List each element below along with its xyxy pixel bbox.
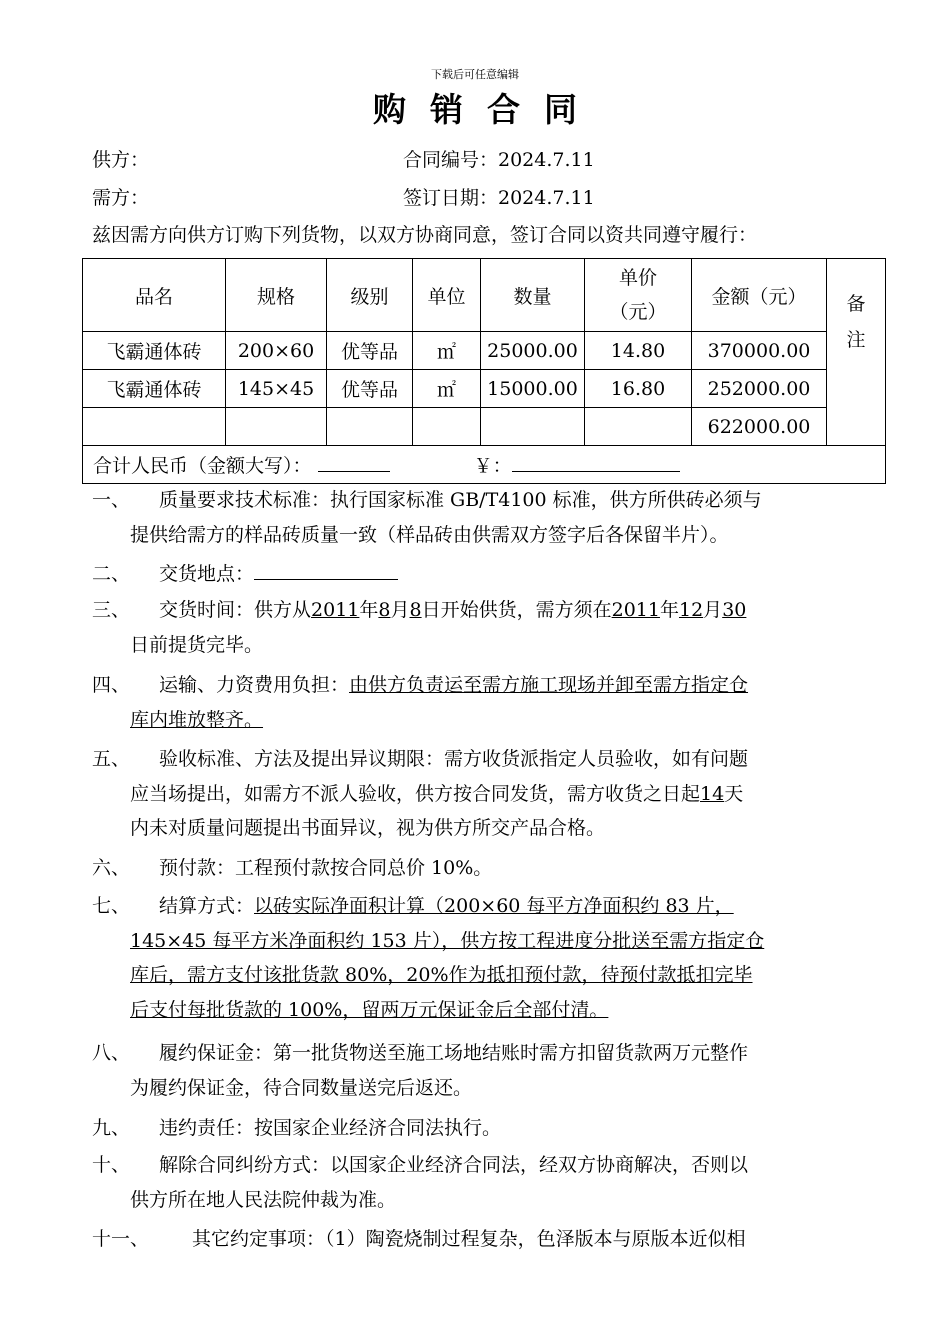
- clause-text: 由供方负责运至需方施工现场并卸至需方指定仓: [349, 674, 749, 696]
- clause-text: 日前提货完毕。: [130, 633, 264, 656]
- contract-number: 合同编号：2024.7.11: [403, 149, 595, 171]
- total-rmb-label: 合计人民币（金额大写）：: [93, 455, 312, 477]
- clause-6: [92, 851, 872, 886]
- header-unit: 单位: [413, 259, 481, 332]
- supplier-label: 供方：: [92, 149, 150, 171]
- row-qty: 15000.00: [481, 370, 585, 408]
- amount-figure-blank[interactable]: [512, 453, 680, 472]
- row-spec: 200×60: [226, 332, 327, 370]
- clause-7: [92, 889, 872, 1027]
- start-day: 8: [409, 599, 422, 621]
- clause-text: 其它约定事项：（1）陶瓷烧制过程复杂，色泽版本与原版本近似相: [192, 1228, 746, 1250]
- clause-number: 一、: [92, 489, 131, 511]
- clause-3: [92, 593, 872, 662]
- clause-number: 四、: [92, 674, 131, 696]
- clause-text: 天: [724, 782, 744, 805]
- clause-number: 十、: [92, 1154, 131, 1176]
- clause-text: 运输、力资费用负担：: [159, 674, 350, 696]
- row-name: 飞霸通体砖: [83, 332, 226, 370]
- clause-number: 五、: [92, 748, 131, 770]
- row-price: 14.80: [585, 332, 692, 370]
- clause-text: 后支付每批货款的 100%，留两万元保证金后全部付清。: [130, 998, 609, 1021]
- clause-4: [92, 668, 872, 737]
- total-amount: 622000.00: [692, 408, 827, 446]
- row-name: 飞霸通体砖: [83, 370, 226, 408]
- clause-9: [92, 1111, 872, 1146]
- clause-text: 年: [659, 599, 679, 621]
- start-year: 2011: [311, 599, 360, 621]
- table-row: [83, 332, 886, 370]
- clause-text: 月: [703, 599, 723, 621]
- clause-number: 二、: [92, 563, 131, 585]
- clause-text: 库后，需方支付该批货款 80%，20%作为抵扣预付款，待预付款抵扣完毕: [130, 964, 753, 986]
- clause-text: 结算方式：: [159, 895, 255, 917]
- table-sum-row: [83, 446, 886, 484]
- yen-label: ￥：: [473, 455, 512, 477]
- row-qty: 25000.00: [481, 332, 585, 370]
- objection-days: 14: [700, 782, 725, 805]
- header-grade: 级别: [327, 259, 413, 332]
- clause-text: 库内堆放整齐。: [130, 708, 264, 731]
- clause-text: 交货地点：: [159, 563, 255, 585]
- sum-cell: [83, 446, 886, 484]
- clause-number: 八、: [92, 1042, 131, 1064]
- clause-8: [92, 1036, 872, 1105]
- header-price-line1: 单价: [618, 267, 657, 289]
- row-amount: 252000.00: [692, 370, 827, 408]
- row-unit: ㎡: [413, 332, 481, 370]
- clause-text: 内未对质量问题提出书面异议，视为供方所交产品合格。: [130, 817, 606, 839]
- row-spec: 145×45: [226, 370, 327, 408]
- clause-number: 十一、: [92, 1228, 150, 1250]
- clause-1: [92, 483, 872, 552]
- clause-text: 日开始供货，需方须在: [421, 599, 612, 621]
- header-amount: 金额（元）: [692, 259, 827, 332]
- clause-11: [92, 1222, 872, 1257]
- clause-text: 为履约保证金，待合同数量送完后返还。: [130, 1076, 473, 1099]
- clause-text: 供方所在地人民法院仲裁为准。: [130, 1188, 397, 1211]
- clause-text: 提供给需方的样品砖质量一致（样品砖由供需双方签字后各保留半片）。: [130, 523, 729, 546]
- clause-number: 三、: [92, 599, 131, 621]
- header-name: 品名: [83, 259, 226, 332]
- clause-text: 质量要求技术标准：执行国家标准 GB/T4100 标准，供方所供砖必须与: [159, 489, 762, 511]
- contract-title: 购销合同: [373, 90, 601, 129]
- row-grade: 优等品: [327, 332, 413, 370]
- goods-table: [82, 258, 886, 484]
- clause-text: 解除合同纠纷方式：以国家企业经济合同法，经双方协商解决，否则以: [159, 1154, 749, 1176]
- amount-words-blank[interactable]: [318, 453, 390, 472]
- sign-date: 签订日期：2024.7.11: [403, 187, 595, 209]
- row-unit: ㎡: [413, 370, 481, 408]
- clause-text: 违约责任：按国家企业经济合同法执行。: [159, 1117, 502, 1139]
- start-month: 8: [378, 599, 391, 621]
- clause-text: 预付款：工程预付款按合同总价 10%。: [159, 857, 493, 879]
- watermark-text: 下载后可任意编辑: [431, 68, 519, 81]
- remark-line1: 备: [846, 293, 866, 315]
- clause-number: 七、: [92, 895, 131, 917]
- header-price: [585, 259, 692, 332]
- table-header-row: [83, 259, 886, 332]
- clause-text: 验收标准、方法及提出异议期限：需方收货派指定人员验收，如有问题: [159, 748, 749, 770]
- row-amount: 370000.00: [692, 332, 827, 370]
- delivery-place-blank[interactable]: [254, 561, 398, 580]
- clause-text: 交货时间：供方从: [159, 599, 312, 621]
- clause-text: 145×45 每平方米净面积约 153 片），供方按工程进度分批送至需方指定仓: [130, 929, 765, 952]
- clause-text: 年: [359, 599, 379, 621]
- table-row: [83, 370, 886, 408]
- clause-text: 以砖实际净面积计算（200×60 每平方净面积约 83 片，: [254, 895, 734, 917]
- clause-text: 月: [390, 599, 410, 621]
- table-total-row: [83, 408, 886, 446]
- clause-10: [92, 1148, 872, 1217]
- intro-text: 兹因需方向供方订购下列货物，以双方协商同意，签订合同以资共同遵守履行：: [92, 224, 758, 246]
- end-day: 30: [722, 599, 747, 621]
- header-spec: 规格: [226, 259, 327, 332]
- row-grade: 优等品: [327, 370, 413, 408]
- clause-text: 履约保证金：第一批货物送至施工场地结账时需方扣留货款两万元整作: [159, 1042, 749, 1064]
- header-remark: [827, 259, 886, 446]
- end-month: 12: [678, 599, 704, 621]
- end-year: 2011: [611, 599, 660, 621]
- clause-number: 六、: [92, 857, 131, 879]
- clause-2: [92, 557, 872, 592]
- remark-line2: 注: [846, 329, 866, 351]
- clause-number: 九、: [92, 1117, 131, 1139]
- header-price-line2: （元）: [609, 301, 667, 323]
- row-price: 16.80: [585, 370, 692, 408]
- clause-text: 应当场提出，如需方不派人验收，供方按合同发货，需方收货之日起: [130, 782, 701, 805]
- clause-5: [92, 742, 872, 846]
- header-qty: 数量: [481, 259, 585, 332]
- buyer-label: 需方：: [92, 187, 150, 209]
